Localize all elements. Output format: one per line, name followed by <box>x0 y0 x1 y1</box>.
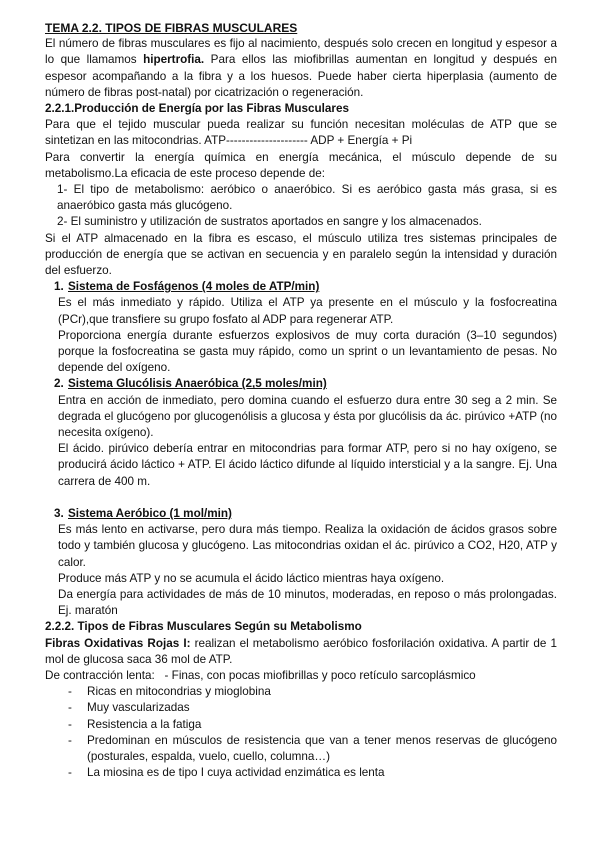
fibras-rojas-label: Fibras Oxidativas Rojas I: <box>45 636 191 650</box>
section-221-p1: Para que el tejido muscular pueda realizar su función necesitan moléculas de ATP que se sintetizan en las mitocondrias. ATP--------------------- ADP + Energía + Pi <box>45 118 557 148</box>
section-221-p3: Si el ATP almacenado en la fibra es escaso, el músculo utiliza tres sistemas principales de producción de energía que se activan en secuencia y en paralelo según la intensidad y duración del esfuerzo. <box>45 231 557 278</box>
dash-bullet: - <box>68 766 72 780</box>
system-3-paragraph: Da energía para actividades de más de 10 minutos, moderadas, en reposo o más prolongadas. Ej. maratón <box>58 587 557 618</box>
list-item <box>45 684 557 700</box>
system-3-heading <box>45 506 557 522</box>
spacer <box>45 490 557 506</box>
document-page <box>45 20 557 781</box>
section-221-heading: 2.2.1.Producción de Energía por las Fibras Musculares <box>45 102 349 116</box>
list-item <box>45 700 557 716</box>
fibras-rojas-text: realizan el metabolismo aeróbico fosforilación oxidativa. A partir de 1 mol de glucosa saca 36 mol de ATP. <box>45 636 557 666</box>
system-2-heading <box>45 376 557 392</box>
system-3-paragraph: Produce más ATP y no se acumula el ácido láctico mientras haya oxígeno. <box>58 571 445 585</box>
dash-bullet: - <box>68 685 72 699</box>
list-item <box>45 765 557 781</box>
list-item <box>45 717 557 733</box>
list-item-text: Muy vascularizadas <box>87 701 190 715</box>
intro-paragraph <box>45 36 557 101</box>
list-item-text: La miosina es de tipo I cuya actividad enzimática es lenta <box>87 766 385 780</box>
list-item-text: Resistencia a la fatiga <box>87 717 202 731</box>
list-item-text: Ricas en mitocondrias y mioglobina <box>87 685 271 699</box>
system-1-title: Sistema de Fosfágenos (4 moles de ATP/min) <box>68 280 320 294</box>
system-1-number: 1. <box>54 280 64 294</box>
section-221-item2: 2- El suministro y utilización de sustratos aportados en sangre y los almacenados. <box>57 215 482 229</box>
system-3-title: Sistema Aeróbico (1 mol/min) <box>68 506 232 520</box>
intro-bold-term: hipertrofia. <box>143 53 205 67</box>
dash-bullet: - <box>68 717 72 731</box>
system-1-paragraph: Proporciona energía durante esfuerzos explosivos de muy corta duración (3–10 segundos) porque la fosfocreatina se gasta muy rápido, como un sprint o un levantamiento de pesas. No depende del oxígeno. <box>58 328 557 375</box>
system-1-heading <box>45 279 557 295</box>
system-2-paragraph: El ácido. pirúvico debería entrar en mitocondrias para formar ATP, pero si no hay oxígeno, se producirá ácido láctico + ATP. El ácido láctico difunde al líquido intersticial y a la sangre. Ej. Una carrera de 400 m. <box>58 442 557 488</box>
section-221-p2: Para convertir la energía química en energía mecánica, el músculo depende de su metabolismo.La eficacia de este proceso depende de: <box>45 150 557 180</box>
section-222-heading: 2.2.2. Tipos de Fibras Musculares Según su Metabolismo <box>45 620 362 634</box>
contraccion-lenta-line: De contracción lenta: - Finas, con pocas miofibrillas y poco retículo sarcoplásmico <box>45 668 476 682</box>
system-2-title: Sistema Glucólisis Anaeróbica (2,5 moles/min) <box>68 377 327 391</box>
intro-text-end: Para ellos las miofibrillas aumentan en longitud y después en espesor acompañando a la fibra y a los huesos. Puede haber cierta hiperplasia (aumento de número de fibras post-natal) por cicatrización o regeneración. <box>45 53 557 99</box>
list-item <box>45 733 557 765</box>
system-3-body <box>45 522 557 619</box>
dash-bullet: - <box>68 701 72 715</box>
fibras-rojas-paragraph <box>45 636 557 668</box>
intro-text-start: El número de fibras musculares es fijo al nacimiento, después solo crecen en longitud y espesor a lo que llamamos <box>45 37 557 67</box>
page-title: TEMA 2.2. TIPOS DE FIBRAS MUSCULARES <box>45 21 298 35</box>
system-3-paragraph: Es más lento en activarse, pero dura más tiempo. Realiza la oxidación de ácidos grasos sobre todo y también glucosa y glucógeno. Las mitocondrias oxidan el ác. pirúvico a CO2, H20, ATP y calor. <box>58 523 557 569</box>
system-3-number: 3. <box>54 506 64 520</box>
fiber-characteristics-list <box>45 684 557 781</box>
system-2-body <box>45 393 557 490</box>
system-2-number: 2. <box>54 377 64 391</box>
list-item-text: Predominan en músculos de resistencia que van a tener menos reservas de glucógeno (posturales, espalda, vuelo, cuello, columna…) <box>87 733 557 763</box>
section-221-item1: 1- El tipo de metabolismo: aeróbico o anaeróbico. Si es aeróbico gasta más grasa, si es anaeróbico gasta más glucógeno. <box>57 183 557 213</box>
system-1-paragraph: Es el más inmediato y rápido. Utiliza el ATP ya presente en el músculo y la fosfocreatina (PCr),que transfiere su grupo fosfato al ADP para regenerar ATP. <box>58 296 557 326</box>
system-1-body <box>45 295 557 376</box>
system-2-paragraph: Entra en acción de inmediato, pero domina cuando el esfuerzo dura entre 30 seg a 2 min. Se degrada el glucógeno por glucogenólisis a glucosa y ésta por glucólisis da ác. pirúvico +ATP (no necesita oxígeno). <box>58 393 557 440</box>
dash-bullet: - <box>68 733 72 747</box>
